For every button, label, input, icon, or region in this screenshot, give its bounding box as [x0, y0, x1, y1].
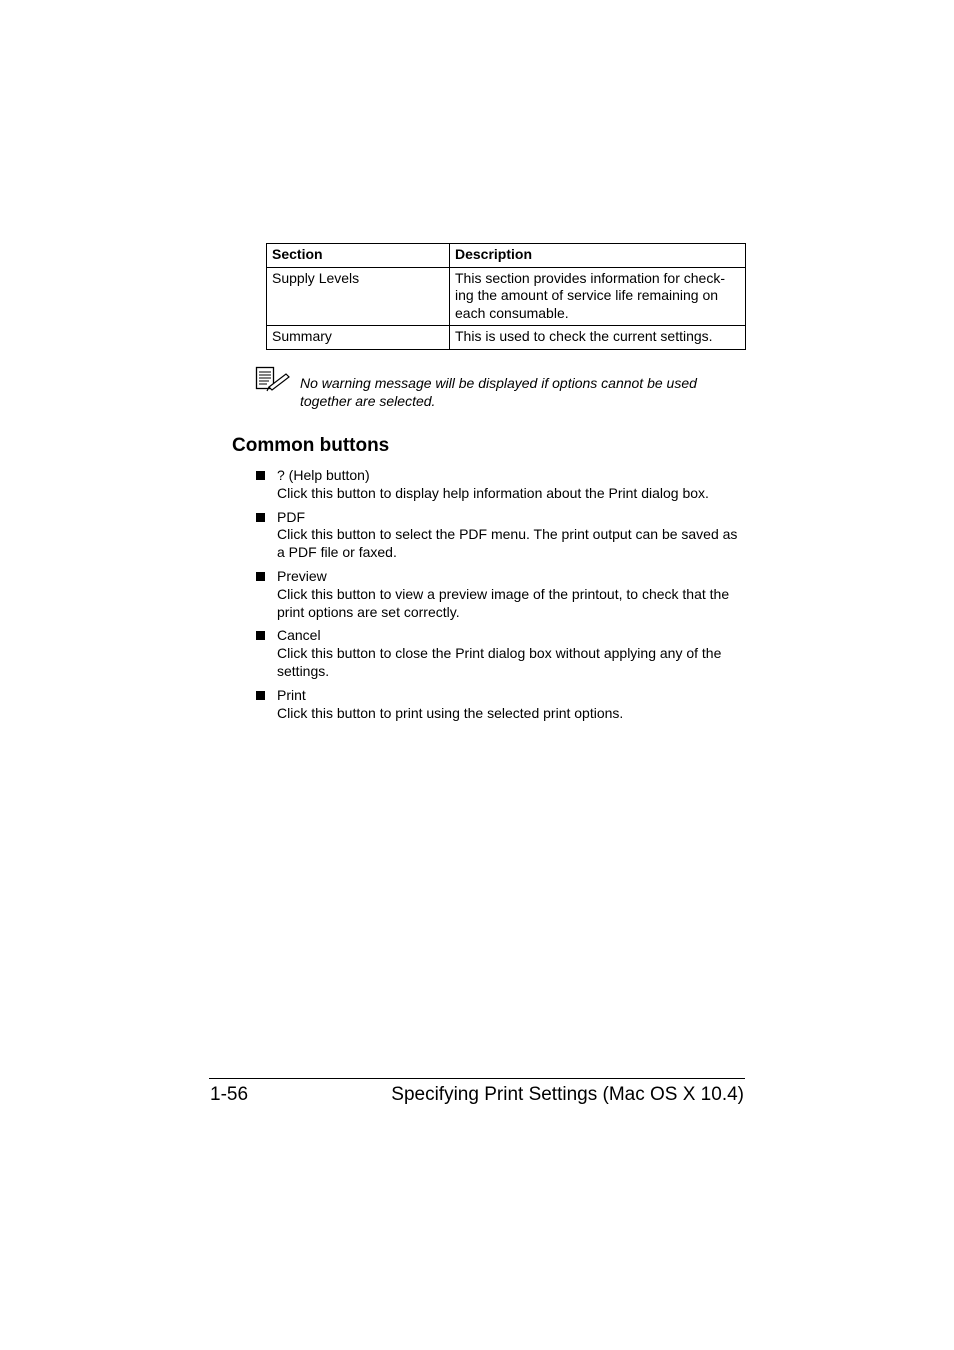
- table-header-section: Section: [267, 244, 450, 268]
- chapter-title: Specifying Print Settings (Mac OS X 10.4): [391, 1084, 744, 1105]
- list-item: [253, 467, 748, 503]
- square-bullet-icon: [256, 471, 265, 480]
- square-bullet-icon: [256, 691, 265, 700]
- list-item-description: Click this button to print using the selected print options.: [277, 704, 624, 721]
- table-cell-description: This is used to check the current settings.: [450, 326, 746, 350]
- note-pencil-icon: [255, 366, 291, 392]
- list-item-name: Preview: [277, 567, 327, 584]
- note-text: No warning message will be displayed if options cannot be used together are selected.: [300, 375, 697, 409]
- list-item-description: Click this button to close the Print dialog box without applying any of the settings.: [277, 645, 722, 679]
- square-bullet-icon: [256, 572, 265, 581]
- table-header-description: Description: [450, 244, 746, 268]
- square-bullet-icon: [256, 631, 265, 640]
- list-item: [253, 627, 748, 680]
- square-bullet-icon: [256, 513, 265, 522]
- button-list: [253, 467, 748, 728]
- footer-divider: [209, 1078, 745, 1079]
- table-cell-description: This section provides information for check-ing the amount of service life remaining on each consumable.: [450, 267, 746, 326]
- table-cell-section: Summary: [267, 326, 450, 350]
- list-item-name: Print: [277, 686, 306, 703]
- list-item-name: ? (Help button): [277, 467, 370, 483]
- list-item: [253, 509, 748, 562]
- section-heading: Common buttons: [232, 435, 390, 456]
- list-item-description: Click this button to view a preview image of the printout, to check that the print options are set correctly.: [277, 585, 730, 620]
- table-header-row: [267, 244, 746, 268]
- table-row: [267, 267, 746, 326]
- list-item: [253, 568, 748, 621]
- section-description-table: [266, 243, 746, 350]
- list-item-name: PDF: [277, 508, 305, 525]
- table-row: [267, 326, 746, 350]
- list-item-name: Cancel: [277, 627, 321, 644]
- list-item-description: Click this button to display help information about the Print dialog box.: [277, 484, 709, 501]
- list-item-description: Click this button to select the PDF menu. The print output can be saved as a PDF file or faxed.: [277, 526, 738, 561]
- table-cell-section: Supply Levels: [267, 267, 450, 326]
- page-number: 1-56: [210, 1084, 249, 1105]
- list-item: [253, 687, 748, 723]
